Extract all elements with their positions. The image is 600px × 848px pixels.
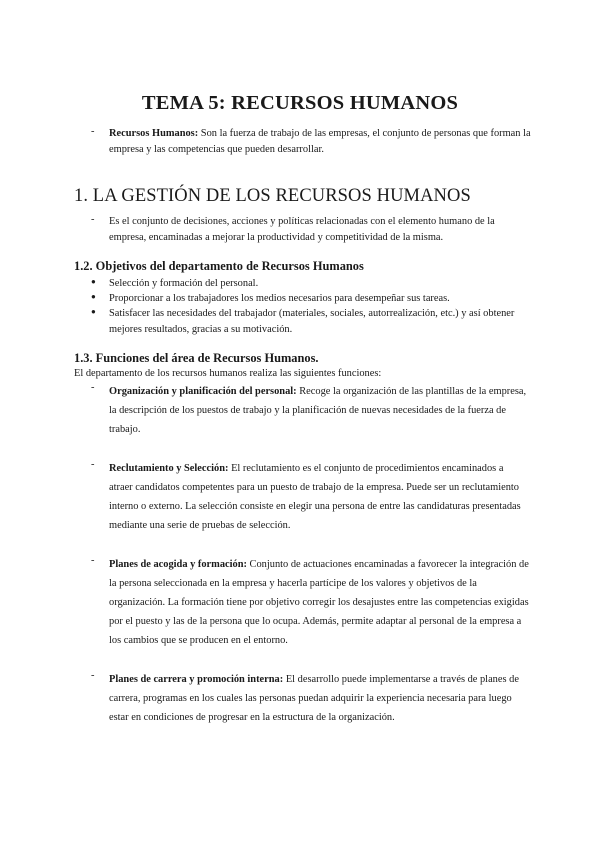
dash-bullet: - <box>91 459 95 470</box>
function-description: Recoge la organización de las plantillas de la empresa, la descripción de los puestos de trabajo y la planificación de nuevas necesidades de la fuerza de trabajo. <box>109 386 527 435</box>
function-text <box>109 555 529 650</box>
dash-bullet: - <box>91 214 95 225</box>
function-description: Conjunto de actuaciones encaminadas a favorecer la integración de la persona seleccionada en la empresa y hacerla partícipe de los valores y objetivos de la organización. La formación tiene por objetivo corregir los desajustes entre las competencias exigidas por el puesto y las de la persona que lo ocupa. Además, permite adaptar al personal de la empresa a los cambios que se producen en el entorno. <box>109 559 529 646</box>
objective-text: Proporcionar a los trabajadores los medios necesarios para desempeñar sus tareas. <box>109 293 450 304</box>
dash-bullet: - <box>91 555 95 566</box>
dot-bullet: ● <box>91 292 96 301</box>
section-1-text: Es el conjunto de decisiones, acciones y políticas relacionadas con el elemento humano de la empresa, encaminadas a mejorar la productividad y competitividad de la misma. <box>109 216 495 243</box>
section-1-heading: 1. LA GESTIÓN DE LOS RECURSOS HUMANOS <box>74 186 471 206</box>
section-1-3-heading: 1.3. Funciones del área de Recursos Humanos. <box>74 351 319 365</box>
dash-bullet: - <box>91 670 95 681</box>
objective-text: Selección y formación del personal. <box>109 278 259 289</box>
section-1-2-heading: 1.2. Objetivos del departamento de Recursos Humanos <box>74 259 364 273</box>
function-description: El reclutamiento es el conjunto de procedimientos encaminados a atraer candidatos competentes para un puesto de trabajo de la empresa. Puede ser un reclutamiento interno o externo. La selección consiste en elegir una persona de entre las candidaturas presentadas mediante una serie de pruebas de selección. <box>109 463 521 531</box>
dash-bullet: - <box>91 126 95 137</box>
dash-bullet: - <box>91 382 95 393</box>
function-text <box>109 670 529 727</box>
function-label: Organización y planificación del personal: <box>109 386 297 397</box>
function-description: El desarrollo puede implementarse a través de planes de carrera, programas en los cuales las personas puedan adquirir la experiencia necesaria para luego estar en condiciones de progresar en la estructura de la organización. <box>109 674 519 723</box>
function-text <box>109 382 529 439</box>
function-label: Reclutamiento y Selección: <box>109 463 229 474</box>
dot-bullet: ● <box>91 307 96 316</box>
function-text <box>109 459 529 535</box>
intro-text: Son la fuerza de trabajo de las empresas, el conjunto de personas que forman la empresa y las competencias que pueden desarrollar. <box>109 128 531 155</box>
objective-text: Satisfacer las necesidades del trabajador (materiales, sociales, autorrealización, etc.) y así obtener mejores resultados, gracias a su motivación. <box>109 308 515 335</box>
intro-label: Recursos Humanos: <box>109 128 199 139</box>
function-label: Planes de carrera y promoción interna: <box>109 674 284 685</box>
function-label: Planes de acogida y formación: <box>109 559 247 570</box>
section-1-3-intro: El departamento de los recursos humanos realiza las siguientes funciones: <box>74 368 382 379</box>
page-title: TEMA 5: RECURSOS HUMANOS <box>141 92 459 114</box>
dot-bullet: ● <box>91 277 96 286</box>
intro-paragraph <box>109 126 531 157</box>
